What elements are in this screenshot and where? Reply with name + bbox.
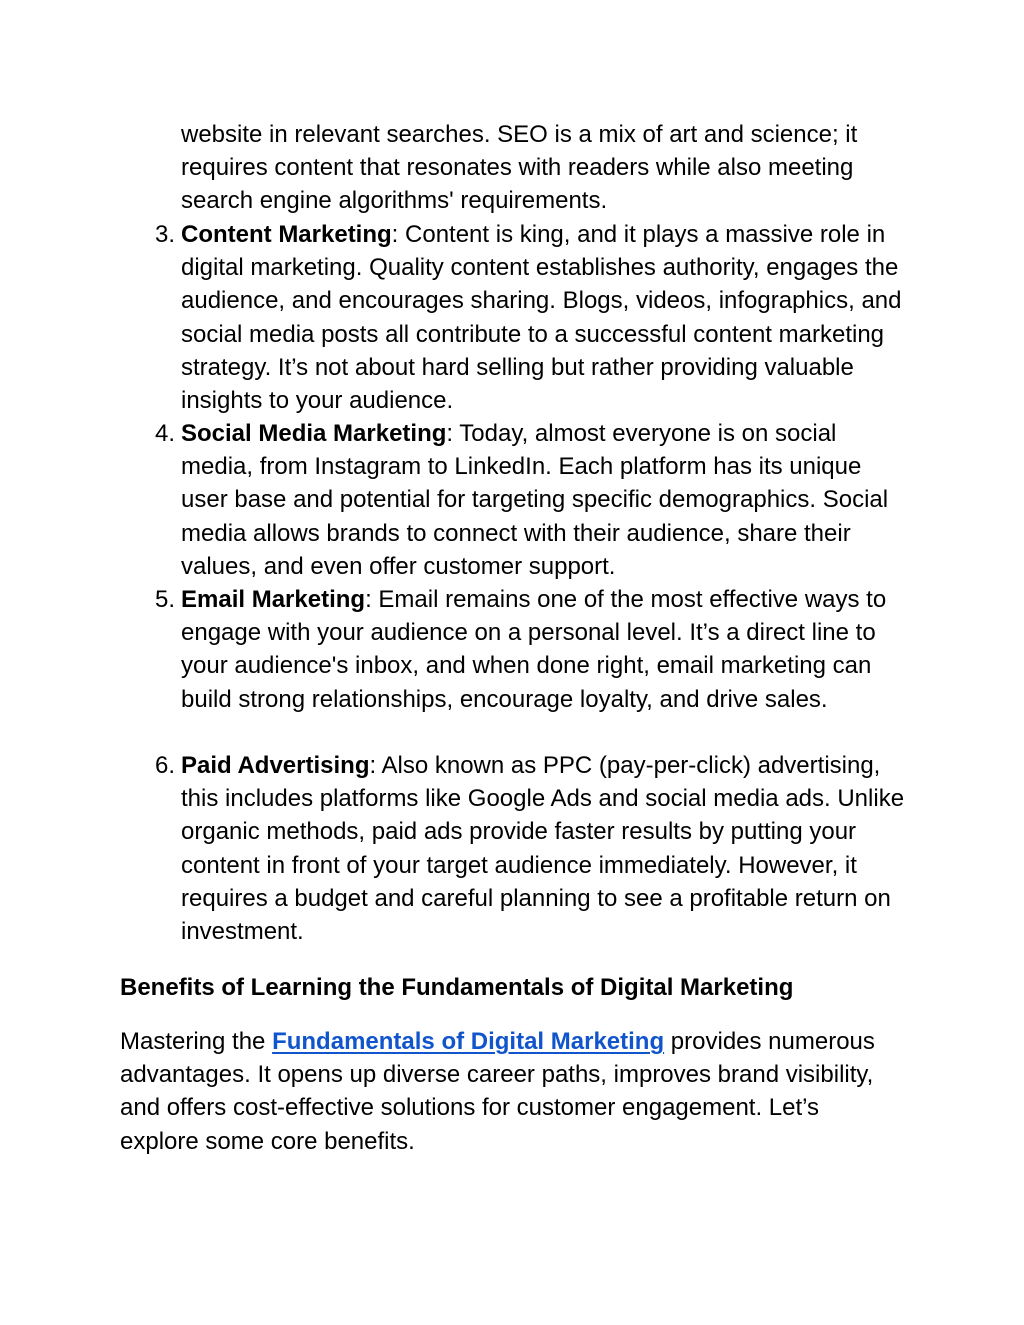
list-term: Email Marketing xyxy=(181,586,366,613)
list-number: 5. xyxy=(154,586,175,613)
paragraph-text-end: provides numerous advantages. It opens up diverse career paths, improves brand visibility, and offers cost-effective solutions for customer engagement. Let’s explore some core benefits. xyxy=(120,1028,875,1155)
list-text: : Content is king, and it plays a massive role in digital marketing. Quality content establishes authority, engages the audience, and encourages sharing. Blogs, videos, infographics, and social media posts all contribute to a successful content marketing strategy. It’s not about hard selling but rather providing valuable insights to your audience. xyxy=(181,221,902,415)
list-term: Paid Advertising xyxy=(181,752,370,779)
list-item-email-marketing xyxy=(120,583,920,716)
paragraph-text-start: Mastering the xyxy=(120,1028,273,1055)
list-text: : Today, almost everyone is on social media, from Instagram to LinkedIn. Each platform has its unique user base and potential for targeting specific demographics. Social media allows brands to connect with their audience, share their values, and even offer customer support. xyxy=(181,420,889,580)
list-item-body xyxy=(181,749,911,948)
list-term: Social Media Marketing xyxy=(181,420,447,447)
list-text: : Also known as PPC (pay-per-click) advertising, this includes platforms like Google Ads and social media ads. Unlike organic methods, paid ads provide faster results by putting your content in front of your target audience immediately. However, it requires a budget and careful planning to see a profitable return on investment. xyxy=(181,752,905,946)
list-text: : Email remains one of the most effective ways to engage with your audience on a personal level. It’s a direct line to your audience's inbox, and when done right, email marketing can build strong relationships, encourage loyalty, and drive sales. xyxy=(181,586,887,713)
fundamentals-link[interactable]: Fundamentals of Digital Marketing xyxy=(272,1028,665,1055)
list-term: Content Marketing xyxy=(181,221,392,248)
list-item-social-media-marketing xyxy=(120,417,920,583)
list-number: 6. xyxy=(154,752,175,779)
body-paragraph xyxy=(120,1025,880,1158)
list-item-body xyxy=(181,417,911,583)
list-item-paid-advertising xyxy=(120,749,920,948)
list-item-body xyxy=(181,218,911,417)
list-number: 4. xyxy=(154,420,175,447)
list-number: 3. xyxy=(154,221,175,248)
section-heading: Benefits of Learning the Fundamentals of Digital Marketing xyxy=(120,974,794,1001)
list-item-content-marketing xyxy=(120,218,920,417)
list-item-continuation: website in relevant searches. SEO is a mix of art and science; it requires content that resonates with readers while also meeting search engine algorithms' requirements. xyxy=(181,121,858,215)
list-item-body xyxy=(181,583,911,716)
